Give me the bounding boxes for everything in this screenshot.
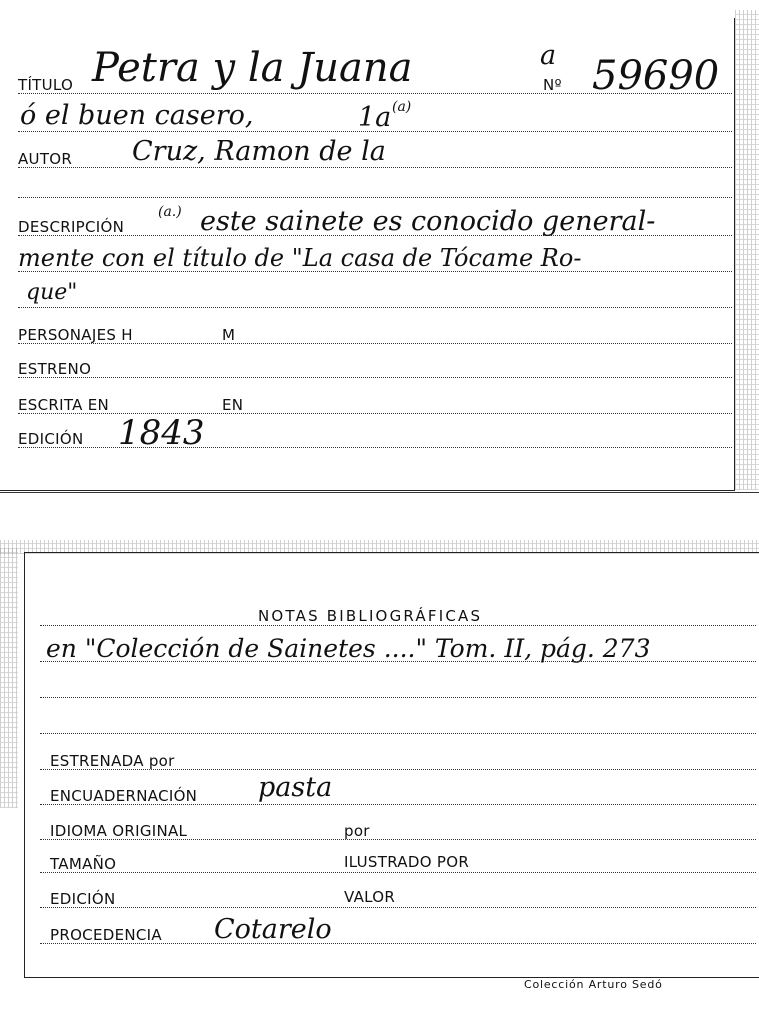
personajes-line [18, 342, 732, 344]
idioma-por-label: por [344, 822, 370, 840]
collection-footer: Colección Arturo Sedó [524, 978, 663, 991]
edicion-label: EDICIÓN [18, 430, 84, 448]
descripcion-value-1: este sainete es conocido general- [200, 206, 656, 237]
ilustrado-label: ILUSTRADO POR [344, 853, 470, 871]
card-bottom-left-texture [0, 548, 18, 808]
procedencia-line [40, 942, 756, 944]
titulo-label: TÍTULO [18, 76, 74, 94]
card-separator [0, 492, 759, 493]
titulo-value: Petra y la Juana [92, 45, 413, 91]
notas-heading: NOTAS BIBLIOGRÁFICAS [258, 607, 483, 625]
notas-line-1 [40, 660, 756, 662]
descripcion-line-3 [18, 306, 732, 308]
tamano-label: TAMAÑO [50, 855, 117, 873]
estreno-label: ESTRENO [18, 360, 92, 378]
autor-value: Cruz, Ramon de la [132, 136, 386, 167]
notas-line-3 [40, 732, 756, 734]
procedencia-value: Cotarelo [214, 914, 332, 945]
notas-value: en "Colección de Sainetes ...." Tom. II, pág. 273 [46, 634, 651, 663]
encuadernacion-label: ENCUADERNACIÓN [50, 787, 198, 805]
valor-label: VALOR [344, 888, 396, 906]
estreno-line [18, 376, 732, 378]
numero-value: 59690 [592, 53, 720, 99]
descripcion-label: DESCRIPCIÓN [18, 218, 125, 236]
escrita-en-label: EN [222, 396, 244, 414]
edicion2-label: EDICIÓN [50, 890, 116, 908]
estrenada-line [40, 768, 756, 770]
personajes-m-label: M [222, 326, 236, 344]
edicion-value: 1843 [118, 413, 205, 453]
notas-heading-line [40, 624, 756, 626]
personajes-label: PERSONAJES H [18, 326, 133, 344]
notas-line-2 [40, 696, 756, 698]
idioma-line [40, 838, 756, 840]
escrita-label: ESCRITA EN [18, 396, 110, 414]
titulo-note-mark: (a) [392, 99, 412, 115]
titulo-value-2: ó el buen casero, [20, 100, 254, 131]
blank-line-1 [18, 196, 732, 198]
card-top-edge-texture [735, 10, 759, 490]
descripcion-value-3: que" [26, 280, 78, 305]
edicion2-line [40, 906, 756, 908]
encuadernacion-line [40, 803, 756, 805]
titulo-suffix: 1a [358, 102, 392, 133]
idioma-label: IDIOMA ORIGINAL [50, 822, 188, 840]
numero-label: Nº [543, 76, 562, 94]
descripcion-note-mark: (a.) [158, 204, 182, 220]
encuadernacion-value: pasta [258, 772, 333, 803]
titulo-superscript: a [540, 40, 557, 71]
descripcion-value-2: mente con el título de "La casa de Tócame Ro- [18, 244, 582, 272]
procedencia-label: PROCEDENCIA [50, 926, 162, 944]
autor-label: AUTOR [18, 150, 73, 168]
estrenada-label: ESTRENADA por [50, 752, 175, 770]
tamano-line [40, 871, 756, 873]
